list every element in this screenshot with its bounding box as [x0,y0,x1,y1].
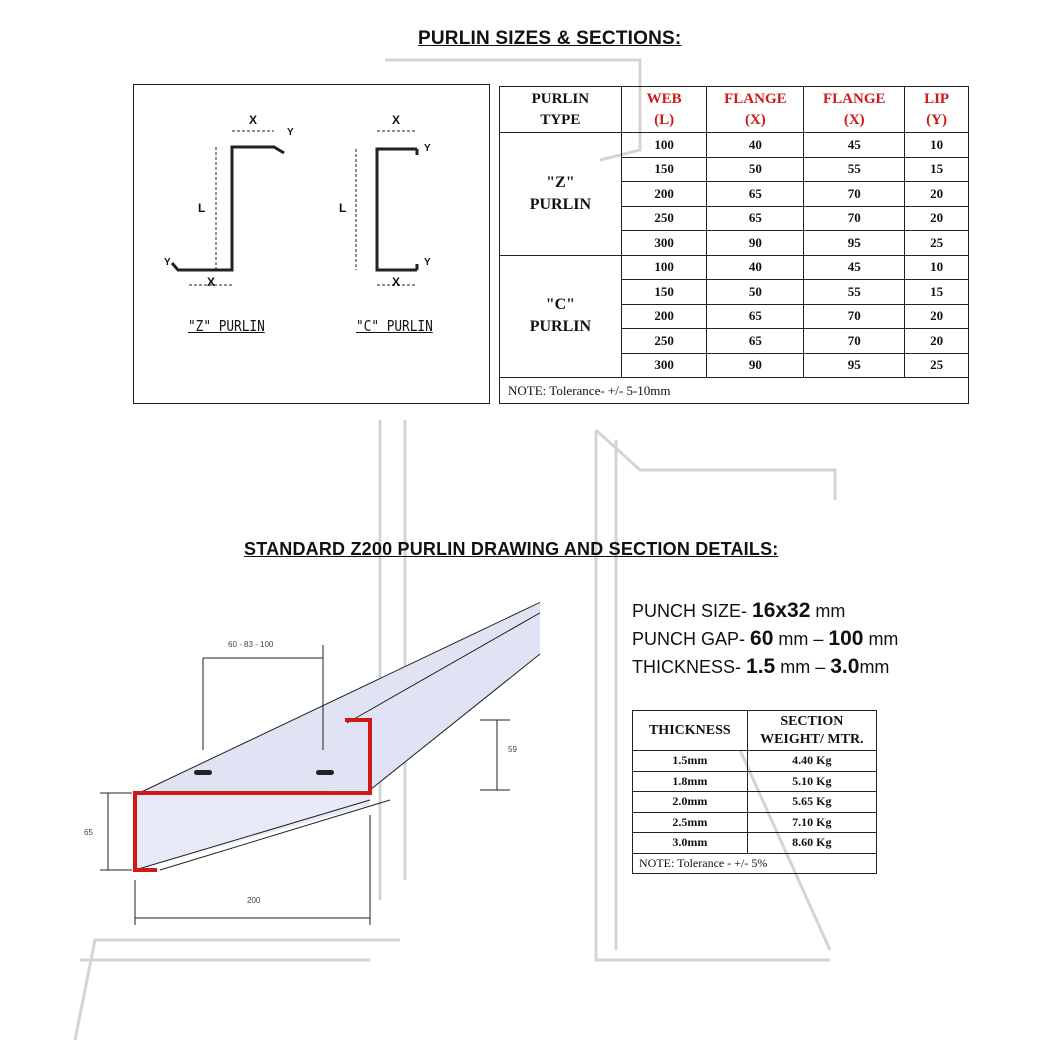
table-cell: 40 [707,255,804,280]
table-cell: 65 [707,329,804,354]
purlin-type-cell: "Z" PURLIN [500,133,622,256]
c-dim-x-top: X [392,113,401,127]
z-purlin-label: "Z" PURLIN [188,317,265,335]
table-cell: 20 [905,304,969,329]
table-cell: 70 [804,182,905,207]
z-purlin-profile [205,147,284,270]
table-cell: 95 [804,353,905,378]
table-cell: 90 [707,231,804,256]
punch-specs [632,597,898,681]
table-cell: 40 [707,133,804,158]
purlin-table-note: NOTE: Tolerance- +/- 5-10mm [500,378,969,404]
table-cell: 70 [804,329,905,354]
header-web: WEB (L) [621,87,707,133]
header-flange-1: FLANGE (X) [707,87,804,133]
section-weight-table [632,710,877,874]
z-dim-y-bottom: Y [164,257,171,268]
dim-bottom-flange: 65 [84,828,93,837]
dim-punch-gap: 60 - 83 - 100 [228,640,274,649]
purlin-sizes-table [499,86,969,404]
c-purlin-profile [377,149,417,270]
table-cell: 4.40 Kg [747,751,876,772]
purlin-type-cell: "C" PURLIN [500,255,622,378]
punch-hole-1 [194,770,212,775]
table-cell: 100 [621,255,707,280]
table-cell: 25 [905,353,969,378]
header-thickness: THICKNESS [633,711,748,751]
c-purlin-label: "C" PURLIN [356,317,433,335]
header-purlin-type: PURLIN TYPE [500,87,622,133]
table-cell: 55 [804,157,905,182]
table-cell: 25 [905,231,969,256]
z200-purlin-drawing [60,590,540,960]
table-cell: 20 [905,329,969,354]
table-cell: 2.5mm [633,812,748,833]
table-cell: 100 [621,133,707,158]
table-cell: 300 [621,231,707,256]
table-row [633,792,877,813]
table-cell: 20 [905,206,969,231]
table-cell: 7.10 Kg [747,812,876,833]
table-row [500,133,969,158]
header-flange-2: FLANGE (X) [804,87,905,133]
c-dim-y-bottom: Y [424,257,431,268]
c-dim-y-top: Y [424,143,431,154]
table-cell: 1.5mm [633,751,748,772]
table-cell: 50 [707,280,804,305]
table-cell: 95 [804,231,905,256]
table-row [633,771,877,792]
table-cell: 70 [804,206,905,231]
purlin-section-drawings [134,85,489,403]
table-cell: 300 [621,353,707,378]
punch-hole-2 [316,770,334,775]
z-dim-x-bottom: X [207,275,216,289]
weight-table-note: NOTE: Tolerance - +/- 5% [633,853,877,873]
table-cell: 65 [707,182,804,207]
z-dim-l: L [198,201,206,215]
table-cell: 10 [905,133,969,158]
page-title: PURLIN SIZES & SECTIONS: [418,28,682,49]
dim-top-flange: 59 [508,745,517,754]
dim-web-depth: 200 [247,896,261,905]
table-row [633,812,877,833]
table-cell: 250 [621,329,707,354]
z200-section-title: STANDARD Z200 PURLIN DRAWING AND SECTION DETAILS: [244,539,779,559]
table-cell: 15 [905,280,969,305]
table-cell: 55 [804,280,905,305]
table-cell: 70 [804,304,905,329]
table-cell: 15 [905,157,969,182]
c-dim-l: L [339,201,347,215]
table-cell: 150 [621,280,707,305]
table-cell: 45 [804,133,905,158]
table-cell: 2.0mm [633,792,748,813]
section-diagram-panel [133,84,490,404]
table-cell: 150 [621,157,707,182]
table-cell: 250 [621,206,707,231]
table-row [633,833,877,854]
table-cell: 5.65 Kg [747,792,876,813]
table-cell: 65 [707,304,804,329]
table-cell: 3.0mm [633,833,748,854]
table-cell: 45 [804,255,905,280]
punch-size-line: PUNCH SIZE- 16x32 mm [632,599,846,622]
table-cell: 50 [707,157,804,182]
table-cell: 200 [621,304,707,329]
table-cell: 5.10 Kg [747,771,876,792]
table-cell: 1.8mm [633,771,748,792]
punch-gap-line: PUNCH GAP- 60 mm – 100 mm [632,627,899,650]
table-row [633,751,877,772]
table-cell: 8.60 Kg [747,833,876,854]
z-dim-y-top: Y [287,127,294,138]
table-cell: 90 [707,353,804,378]
header-section-weight: SECTION WEIGHT/ MTR. [747,711,876,751]
header-lip: LIP (Y) [905,87,969,133]
table-cell: 65 [707,206,804,231]
table-cell: 20 [905,182,969,207]
thickness-line: THICKNESS- 1.5 mm – 3.0mm [632,655,890,678]
table-row [500,255,969,280]
table-cell: 10 [905,255,969,280]
c-dim-x-bottom: X [392,275,401,289]
z-dim-x-top: X [249,113,258,127]
table-cell: 200 [621,182,707,207]
